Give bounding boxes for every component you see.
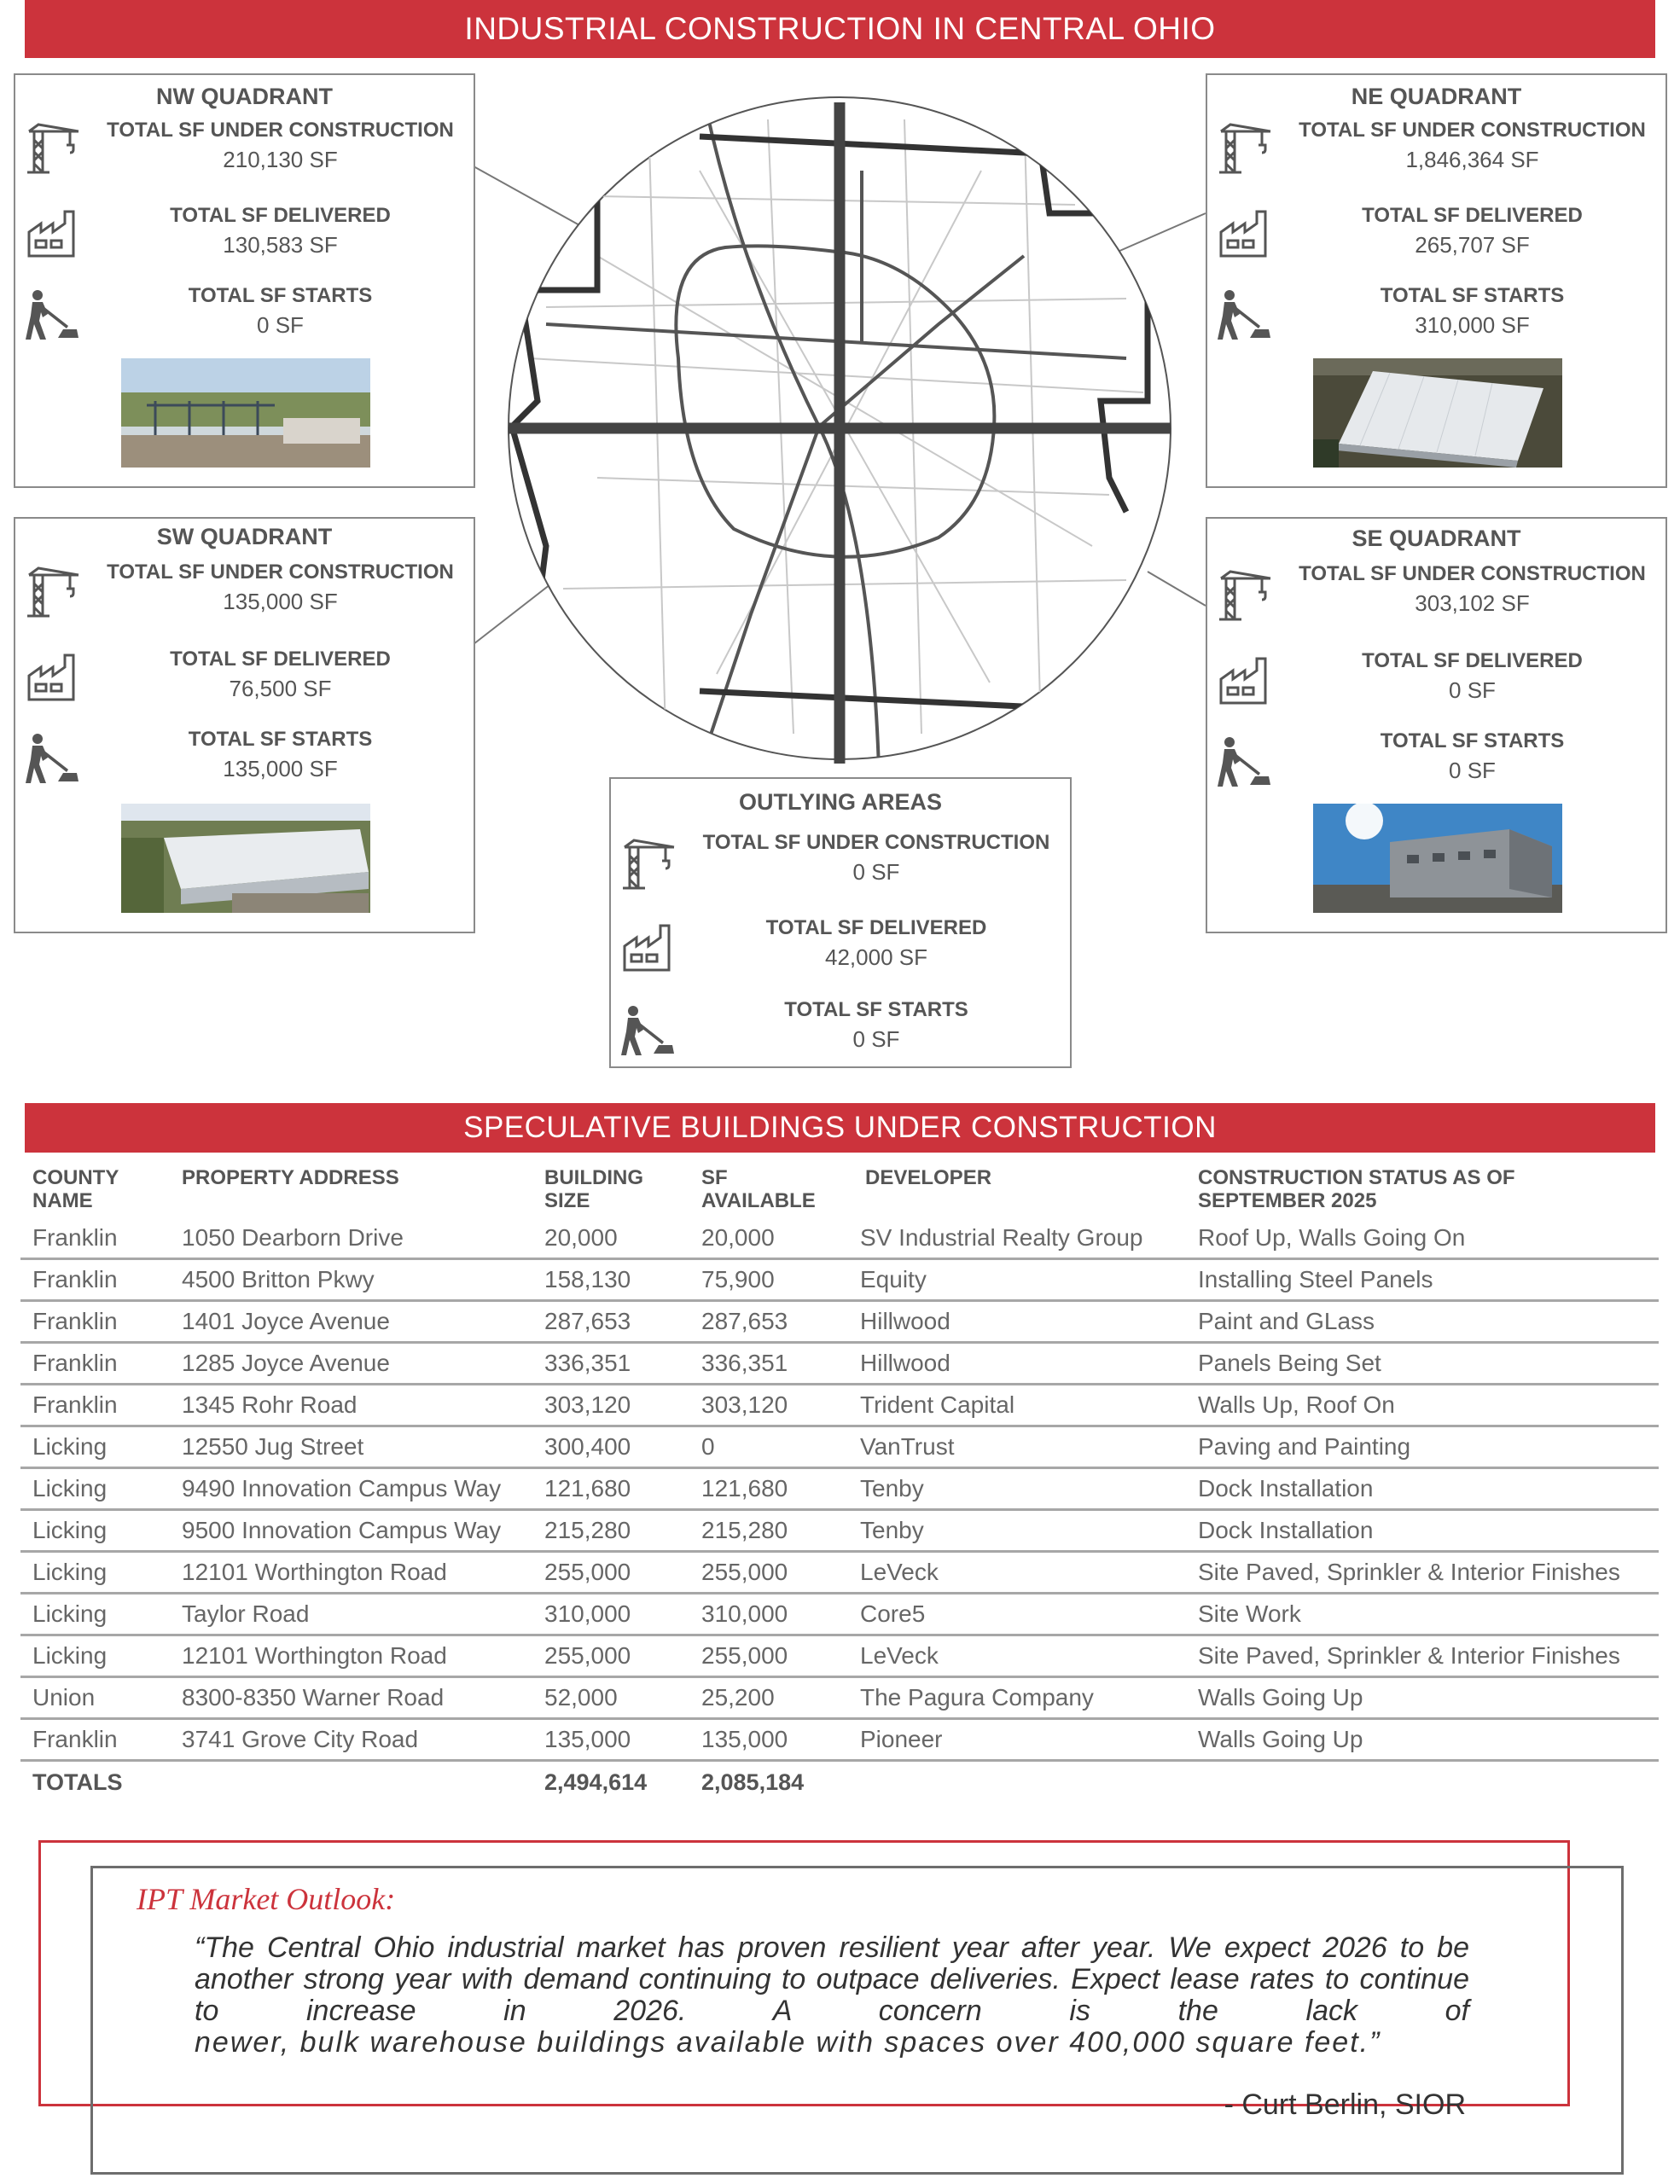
outlook-quote-last-line: newer, bulk warehouse buildings available with spaces over 400,000 square feet.” (195, 2026, 1381, 2059)
table-cell: 336,351 (544, 1343, 701, 1385)
nw-under-construction-label: TOTAL SF UNDER CONSTRUCTION (107, 119, 454, 142)
worker-digging-icon (1218, 734, 1272, 788)
table-cell: LeVeck (860, 1635, 1198, 1677)
ne-delivered-value: 265,707 SF (1415, 232, 1530, 258)
table-cell: 75,900 (701, 1259, 860, 1301)
outlying-starts-label: TOTAL SF STARTS (784, 998, 968, 1021)
se-under-construction-label: TOTAL SF UNDER CONSTRUCTION (1299, 562, 1646, 585)
se-site-photo (1313, 804, 1562, 913)
table-row (20, 1259, 1659, 1301)
column-header-text: BUILDING (544, 1166, 643, 1189)
outlook-quote: “The Central Ohio industrial market has proven resilient year after year. We expect 2026 to be another strong year with demand continuing to outpace deliveries. Expect lease rates to continue to increase in 2026. A concern is the lack of (195, 1931, 1469, 2027)
ne-site-photo (1313, 358, 1562, 468)
crane-icon (1218, 568, 1272, 623)
table-cell: 0 (701, 1426, 860, 1468)
table-cell: VanTrust (860, 1426, 1198, 1468)
table-row (20, 1426, 1659, 1468)
outlook-title: IPT Market Outlook: (137, 1882, 396, 1916)
se-starts-value: 0 SF (1449, 758, 1496, 783)
crane-icon (1218, 121, 1272, 176)
table-cell: 287,653 (701, 1301, 860, 1343)
ne-under-construction-label: TOTAL SF UNDER CONSTRUCTION (1299, 119, 1646, 142)
table-cell: Core5 (860, 1594, 1198, 1635)
ne-under-construction-value: 1,846,364 SF (1405, 147, 1539, 172)
column-header-text: CONSTRUCTION STATUS AS OF (1198, 1166, 1515, 1189)
sw-under-construction-label: TOTAL SF UNDER CONSTRUCTION (107, 561, 454, 584)
table-cell: Tenby (860, 1468, 1198, 1510)
sw-quadrant-title: SW QUADRANT (156, 524, 333, 549)
col-developer-header (860, 1166, 1198, 1218)
table-header-row (20, 1166, 1659, 1218)
nw-quadrant-card (14, 73, 475, 488)
table-cell: Trident Capital (860, 1385, 1198, 1426)
spec-table-body (20, 1218, 1659, 1803)
worker-digging-icon (621, 1002, 676, 1057)
table-cell: 121,680 (544, 1468, 701, 1510)
column-header-text: COUNTY (32, 1166, 119, 1189)
page-title-banner (25, 0, 1655, 58)
table-cell: Site Paved, Sprinkler & Interior Finishes (1198, 1552, 1659, 1594)
table-cell: 303,120 (544, 1385, 701, 1426)
sw-quadrant-card (14, 517, 475, 933)
table-row (20, 1385, 1659, 1426)
table-cell: Licking (20, 1552, 182, 1594)
crane-icon (26, 121, 80, 176)
col-sf-available-header (701, 1166, 860, 1218)
table-cell: Site Work (1198, 1594, 1659, 1635)
table-cell: 287,653 (544, 1301, 701, 1343)
outlying-starts-value: 0 SF (852, 1026, 900, 1052)
col-status-header (1198, 1166, 1659, 1218)
worker-digging-icon (26, 730, 80, 785)
table-row (20, 1510, 1659, 1552)
table-cell: 310,000 (701, 1594, 860, 1635)
page-title: INDUSTRIAL CONSTRUCTION IN CENTRAL OHIO (464, 11, 1216, 46)
table-cell: Franklin (20, 1385, 182, 1426)
factory-icon (26, 206, 80, 261)
table-cell: Site Paved, Sprinkler & Interior Finishes (1198, 1635, 1659, 1677)
crane-icon (621, 837, 676, 892)
table-cell: 12550 Jug Street (182, 1426, 544, 1468)
table-row (20, 1468, 1659, 1510)
column-header-text: AVAILABLE (701, 1189, 816, 1212)
table-cell: 8300-8350 Warner Road (182, 1677, 544, 1719)
table-cell: 4500 Britton Pkwy (182, 1259, 544, 1301)
table-cell: Franklin (20, 1301, 182, 1343)
table-cell: Walls Going Up (1198, 1719, 1659, 1761)
se-delivered-label: TOTAL SF DELIVERED (1362, 649, 1583, 672)
table-cell: Pioneer (860, 1719, 1198, 1761)
table-row (20, 1301, 1659, 1343)
table-cell: 1285 Joyce Avenue (182, 1343, 544, 1385)
outlying-delivered-value: 42,000 SF (825, 944, 927, 970)
sw-delivered-value: 76,500 SF (229, 676, 332, 701)
factory-icon (1218, 206, 1272, 261)
table-cell: Union (20, 1677, 182, 1719)
table-cell: 9490 Innovation Campus Way (182, 1468, 544, 1510)
spec-buildings-title: SPECULATIVE BUILDINGS UNDER CONSTRUCTION (463, 1111, 1217, 1144)
table-cell: 1345 Rohr Road (182, 1385, 544, 1426)
worker-digging-icon (26, 287, 80, 341)
col-county-header (20, 1166, 182, 1218)
ne-starts-label: TOTAL SF STARTS (1380, 284, 1565, 307)
outlook-attribution: - Curt Berlin, SIOR (1224, 2088, 1466, 2121)
column-header-text: PROPERTY ADDRESS (182, 1166, 399, 1189)
outlying-title: OUTLYING AREAS (738, 789, 943, 815)
ne-starts-value: 310,000 SF (1415, 312, 1530, 338)
table-cell: 1401 Joyce Avenue (182, 1301, 544, 1343)
outlying-under-construction-value: 0 SF (852, 859, 900, 885)
sw-delivered-label: TOTAL SF DELIVERED (170, 648, 391, 671)
ne-quadrant-card (1206, 73, 1667, 488)
table-cell: LeVeck (860, 1552, 1198, 1594)
totals-building-size: 2,494,614 (544, 1769, 648, 1795)
crane-icon (26, 565, 80, 619)
ne-delivered-label: TOTAL SF DELIVERED (1362, 204, 1583, 227)
table-cell: 158,130 (544, 1259, 701, 1301)
ne-quadrant-title: NE QUADRANT (1351, 84, 1522, 109)
column-header-text: SIZE (544, 1189, 590, 1212)
se-quadrant-card (1206, 517, 1667, 933)
table-cell: 3741 Grove City Road (182, 1719, 544, 1761)
spec-buildings-table (20, 1166, 1659, 1803)
outlying-delivered-label: TOTAL SF DELIVERED (765, 916, 987, 939)
nw-starts-label: TOTAL SF STARTS (188, 284, 373, 307)
totals-sf-available: 2,085,184 (701, 1769, 805, 1795)
table-cell: 121,680 (701, 1468, 860, 1510)
table-cell: 255,000 (701, 1635, 860, 1677)
table-cell: 255,000 (544, 1635, 701, 1677)
table-cell: Walls Going Up (1198, 1677, 1659, 1719)
table-cell: Licking (20, 1468, 182, 1510)
column-header-text: SF (701, 1166, 728, 1189)
column-header-text: SEPTEMBER 2025 (1198, 1189, 1377, 1212)
table-row (20, 1719, 1659, 1761)
table-cell: SV Industrial Realty Group (860, 1218, 1198, 1259)
col-address-header (182, 1166, 544, 1218)
table-cell: 255,000 (544, 1552, 701, 1594)
table-cell: Franklin (20, 1343, 182, 1385)
table-cell: 12101 Worthington Road (182, 1552, 544, 1594)
table-cell: Paint and GLass (1198, 1301, 1659, 1343)
table-cell: Licking (20, 1594, 182, 1635)
table-cell: Panels Being Set (1198, 1343, 1659, 1385)
table-cell: 52,000 (544, 1677, 701, 1719)
sw-starts-label: TOTAL SF STARTS (188, 728, 373, 751)
column-header-text: NAME (32, 1189, 93, 1212)
nw-quadrant-title: NW QUADRANT (156, 84, 333, 109)
table-cell: Licking (20, 1635, 182, 1677)
nw-site-photo (121, 358, 370, 468)
table-cell: Taylor Road (182, 1594, 544, 1635)
se-delivered-value: 0 SF (1449, 677, 1496, 703)
table-cell: Walls Up, Roof On (1198, 1385, 1659, 1426)
totals-label: TOTALS (32, 1769, 123, 1795)
table-cell: 310,000 (544, 1594, 701, 1635)
table-cell: Paving and Painting (1198, 1426, 1659, 1468)
table-cell: 303,120 (701, 1385, 860, 1426)
nw-delivered-value: 130,583 SF (223, 232, 338, 258)
table-cell: 215,280 (701, 1510, 860, 1552)
nw-delivered-label: TOTAL SF DELIVERED (170, 204, 391, 227)
table-row (20, 1552, 1659, 1594)
table-cell: Equity (860, 1259, 1198, 1301)
table-cell: Dock Installation (1198, 1510, 1659, 1552)
table-row (20, 1594, 1659, 1635)
spec-buildings-banner (25, 1103, 1655, 1153)
outlying-under-construction-label: TOTAL SF UNDER CONSTRUCTION (702, 831, 1050, 854)
factory-icon (621, 921, 676, 975)
table-cell: 12101 Worthington Road (182, 1635, 544, 1677)
outlying-areas-card (609, 777, 1072, 1068)
table-cell: 255,000 (701, 1552, 860, 1594)
factory-icon (1218, 653, 1272, 708)
table-cell: Licking (20, 1426, 182, 1468)
table-cell: 336,351 (701, 1343, 860, 1385)
table-cell: 1050 Dearborn Drive (182, 1218, 544, 1259)
totals-row (20, 1761, 1659, 1804)
sw-under-construction-value: 135,000 SF (223, 589, 338, 614)
se-under-construction-value: 303,102 SF (1415, 590, 1530, 616)
factory-icon (26, 650, 80, 705)
column-header-text: DEVELOPER (865, 1166, 992, 1189)
worker-digging-icon (1218, 287, 1272, 341)
table-cell: 20,000 (544, 1218, 701, 1259)
se-starts-label: TOTAL SF STARTS (1380, 729, 1565, 752)
table-cell: 135,000 (701, 1719, 860, 1761)
table-cell: Installing Steel Panels (1198, 1259, 1659, 1301)
table-cell: 25,200 (701, 1677, 860, 1719)
nw-starts-value: 0 SF (257, 312, 304, 338)
table-cell: Franklin (20, 1218, 182, 1259)
sw-site-photo (121, 804, 370, 913)
table-cell: Franklin (20, 1259, 182, 1301)
table-cell: Tenby (860, 1510, 1198, 1552)
table-cell: 9500 Innovation Campus Way (182, 1510, 544, 1552)
table-cell: Dock Installation (1198, 1468, 1659, 1510)
table-row (20, 1343, 1659, 1385)
table-cell: The Pagura Company (860, 1677, 1198, 1719)
table-row (20, 1677, 1659, 1719)
table-cell: Licking (20, 1510, 182, 1552)
table-cell: Hillwood (860, 1301, 1198, 1343)
table-row (20, 1635, 1659, 1677)
table-cell: Roof Up, Walls Going On (1198, 1218, 1659, 1259)
table-row (20, 1218, 1659, 1259)
table-cell: Franklin (20, 1719, 182, 1761)
table-cell: 135,000 (544, 1719, 701, 1761)
table-cell: Hillwood (860, 1343, 1198, 1385)
table-cell: 20,000 (701, 1218, 860, 1259)
nw-under-construction-value: 210,130 SF (223, 147, 338, 172)
se-quadrant-title: SE QUADRANT (1352, 526, 1521, 551)
col-size-header (544, 1166, 701, 1218)
table-cell: 300,400 (544, 1426, 701, 1468)
sw-starts-value: 135,000 SF (223, 756, 338, 781)
table-cell: 215,280 (544, 1510, 701, 1552)
